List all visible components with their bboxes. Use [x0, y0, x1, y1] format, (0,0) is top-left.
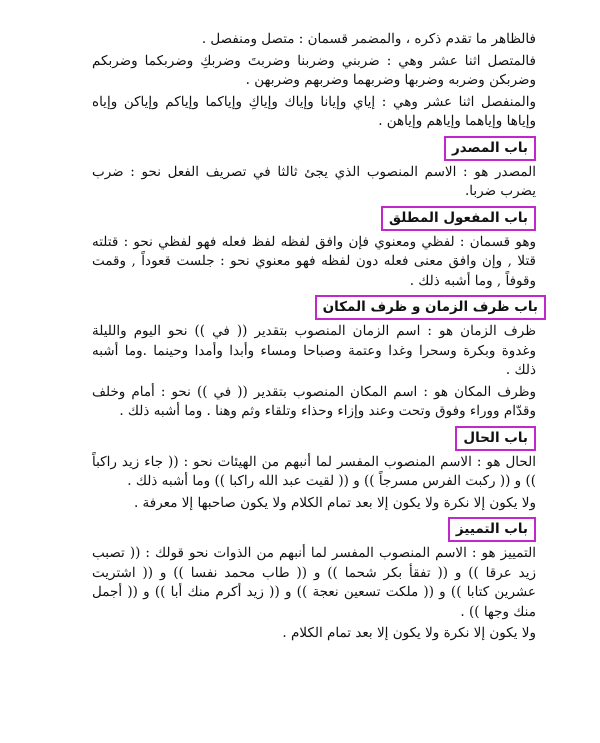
- section-heading-mafool-mutlaq: باب المفعول المطلق: [381, 206, 536, 231]
- text-column: [92, 30, 536, 646]
- section-heading-tamyeez: باب التمييز: [448, 517, 536, 542]
- section-paragraph: ولا يكون إلا نكرة ولا يكون إلا بعد تمام الكلام ولا يكون صاحبها إلا معرفة .: [133, 494, 536, 511]
- section-paragraph: المصدر هو : الاسم المنصوب الذي يجئ ثالثا في تصريف الفعل نحو : ضرب يضرب ضربا.: [92, 163, 536, 199]
- section-heading-masdar: باب المصدر: [444, 136, 536, 161]
- section-paragraph: ولا يكون إلا نكرة ولا يكون إلا بعد تمام الكلام .: [282, 625, 536, 641]
- section-paragraph: وهو قسمان : لفظي ومعنوي فإن وافق لفظه لفظ فعله فهو لفظي نحو : قتلته قتلا , وإن وافق معنى فعله دون لفظه فهو معنوي نحو : جلست قعوداً , وقمت وقوفاً , وما أشبه ذلك .: [92, 233, 536, 289]
- section-paragraph: ظرف الزمان هو : اسم الزمان المنصوب بتقدير (( في )) نحو اليوم والليلة وغدوة وبكرة وسحرا وغدا وعتمة وصباحا ومساء وأبدا وأمدا وحينما .وما أشبه ذلك .: [92, 323, 536, 378]
- section-paragraph: الحال هو : الاسم المنصوب المفسر لما أنبهم من الهيئات نحو : (( جاء زيد راكباً )) و (( ركبت الفرس مسرجاً )) و (( لقيت عبد الله راكبا )) وما أشبه ذلك .: [92, 453, 536, 489]
- section-heading-zarf: باب ظرف الزمان و ظرف المكان: [315, 295, 546, 320]
- section-paragraph: التمييز هو : الاسم المنصوب المفسر لما أنبهم من الذوات نحو قولك : (( تصبب زيد عرقا )) و (( تفقأ بكر شحما )) و (( طاب محمد نفسا )) و (( اشتريت عشرين كتابا )) و (( ملكت تسعين نعجة )) و (( زيد أكرم منك أبا )) و (( أجمل منك وجها )) .: [92, 545, 536, 620]
- section-paragraph: وظرف المكان هو : اسم المكان المنصوب بتقدير (( في )) نحو : أمام وخلف وقدّام ووراء وفوق وتحت وعند وإزاء وحذاء وتلقاء وثم وهنا . وما أشبه ذلك .: [92, 383, 536, 419]
- intro-paragraph: فالمتصل اثنا عشر وهي : ضربني وضربنا وضربتَ وضربكِ وضربكما وضربكم وضربكن وضربه وضربها وضربهما وضربهم وضربهن .: [92, 52, 536, 88]
- intro-paragraph: فالظاهر ما تقدم ذكره ، والمضمر قسمان : متصل ومنفصل .: [201, 31, 536, 47]
- section-heading-hal: باب الحال: [455, 426, 536, 451]
- intro-paragraph: والمنفصل اثنا عشر وهي : إياي وإيانا وإياك وإياكِ وإياكما وإياكم وإياكن وإياه وإياها وإياهما وإياهم وإياهن .: [92, 93, 536, 129]
